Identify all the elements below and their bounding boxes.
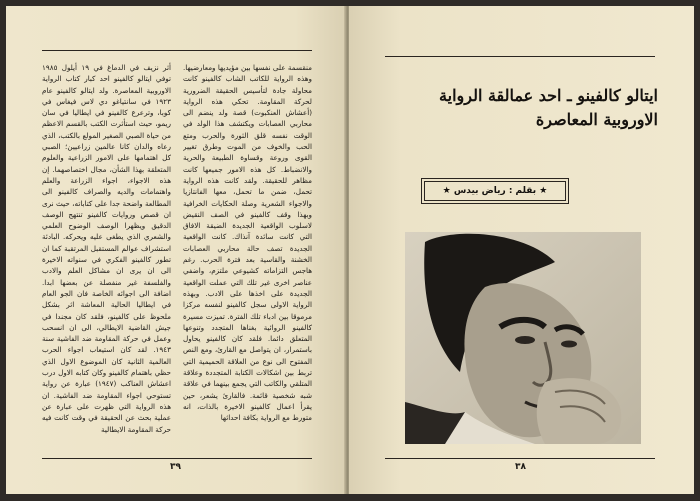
page-number-right: ٣٨: [515, 462, 526, 472]
left-page: [6, 6, 346, 494]
right-page: [349, 6, 694, 494]
top-rule: [42, 50, 312, 51]
bottom-rule: [42, 458, 312, 459]
column-left: منقسمة على نفسها بين مؤيديها ومعارضيها. وهذه الرواية للكاتب الشاب كالفينو كانت محاولة جادة لتأسيس الحقيقة الضرورية لحركة المقاومة. تحكي هذه الرواية (أعشاش العنكبوت) قصة ولد ينضم الى محاربي العصابات ويكتشف هذا الولد في الوقت نفسه قلق الثورة والحرب ومتع الحب والخوف من الموت وطرق تغيير القوى وروعة وقساوة الطبيعة والحرية والانضباط. كل هذه الامور جميعها كانت مظاهر للحقيقة. ولقد كانت هذه الرواية تحمل، ضمن ما تحمل، معها الفانتازيا والاجواء الشعرية وصلة الحكايات الخرافية وبهذا وقف كالفينو في الصف النقيض لاسلوب الواقعية الجديدة الضيقة الافاق التي كانت سائدة آنذاك. كانت الواقعية الجديدة تصف حالة محاربي العصابات الخشنة والقاسية بعد فترة الحرب. رغم هاجس التزاماته كشيوعي ملتزم، واضفي عناصر اخرى غير تلك التي عملت الواقعية الجديدة على اخذها على الادب. وبهذه الرواية الاولى سجل كالفينو لنفسه مركزا مرموقا بين ادباء تلك الفترة. تميزت مسيرة كالفينو الروائية بغناها المتجدد وتنوعها المتعلق دائما. فلقد كان كالفينو يحاول باستمرار، ان يتواصل مع القارئ، ومع النص المفتوح الى نوع من العلاقة الحميمية التي تربط بين اشكالات الكتابة المتجددة وعلاقة المتلقي والكاتب التي يجمع بينهما في علاقة شبه شخصية قائمة. فالقارئ يشعر، حين يقرأ اعمال كالفينو الاخيرة بالذات، انه متورط مع الرواية بكافة احداثها: [183, 63, 312, 423]
page-number-left: ٣٩: [170, 462, 181, 472]
left-page-columns: [42, 62, 312, 452]
column-right: أثر نزيف في الدماغ في ١٩ أيلول ١٩٨٥ توفي ايتالو كالفينو احد كبار كتاب الرواية الاوروبية المعاصرة. ولد ايتالو كالفينو عام ١٩٢٣ في سانتياغو دي لاس فيغاس في كوبا، وترعرع كالفينو في ايطاليا في سان ريمو، حيث استأثرت الكتب بالقسم الاعظم من حياة الصبي الصغير المولع بالكتب، الذي رعاه والدان كانا عالمين زراعيين؛ الصبي كل اهتمامها على الامور الزراعية والعلوم المتعلقة بهذا الشأن، مجال اختصاصهما. إن هذه الاجواء، اجواء الزراعة والعلم واهتمامات والديه والصراف كالفينو الى المطالعة واضحة جدا على كتاباته، حيث نرى ان قصص وروايات كالفينو تنتهج الوصف الدقيق ويظهرا الوصف الوضوح العلمي والشعري الذي يطغى عليه ويحركه. البادئة استشراف عوالم المستقبل المرتقبة كما ان تطور كالفينو الفكري في سنواته الاخيرة الى ان يرى ان مشاكل العلم والادب والفلسفة غير منفصلة عن بعضها ابدا. اضافة الى اجوائه الخاصة فان الجو العام في ايطاليا الحالية المعاشة اثر بشكل ملحوظ على كالفينو، فلقد كان مجندا في جيش القاضية الايطالي، الى ان انسحب وعمل في حركة المقاومة ضد الفاشية سنة ١٩٤٣. لقد كان استيعاب اجواء الحرب العالمية الثانية كان الموضوع الاول الذي حظي باهتمام كالفينو وكان كتابه الاول درب اعشاش العناكب (١٩٤٧) عبارة عن رواية تستوحي اجواء المقاومة ضد الفاشية. ان هذه الرواية التي ظهرت على عبارة عن عملية بحث عن الحقيقة في وقت كانت فيه حركة المقاومة الايطالية: [42, 63, 171, 434]
author-portrait-photo: [405, 232, 641, 444]
bottom-rule: [385, 458, 655, 459]
top-rule: [385, 56, 655, 57]
article-title: ايتالو كالفينو ـ احد عمالقة الرواية الاوروبية المعاصرة: [439, 86, 658, 129]
author-byline: ★ بقلم : رياض بيدس ★: [424, 181, 566, 201]
